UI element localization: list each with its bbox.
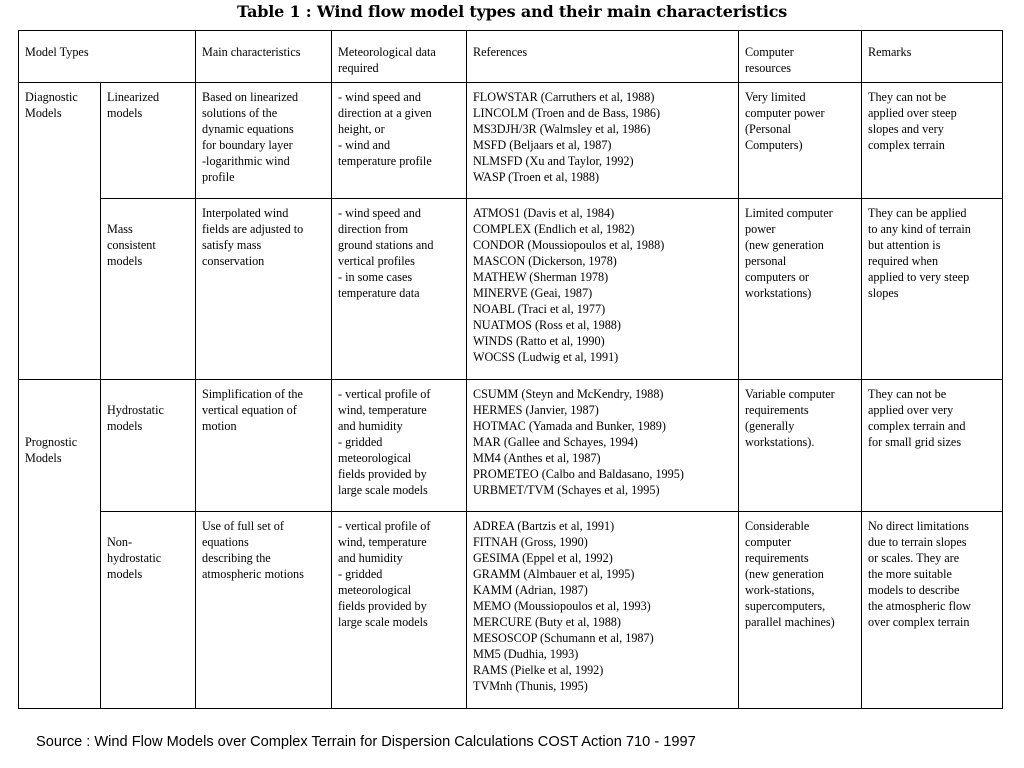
remarks-cell: No direct limitations due to terrain slopes or scales. They are the more suitable models to describe the atmospheric flow over complex terrain <box>862 512 1003 709</box>
references-cell: FLOWSTAR (Carruthers et al, 1988) LINCOLM (Troen and de Bass, 1986) MS3DJH/3R (Walmsley et al, 1986) MSFD (Beljaars et al, 1987) NLMSFD (Xu and Taylor, 1992) WASP (Troen et al, 1988) <box>467 83 739 199</box>
table-row <box>19 199 1003 380</box>
main-characteristics-cell: Use of full set of equations describing the atmospheric motions <box>196 512 332 709</box>
header-row <box>19 31 1003 83</box>
subtype-cell: Hydrostatic models <box>101 380 196 512</box>
source-citation: Source : Wind Flow Models over Complex Terrain for Dispersion Calculations COST Action 710 - 1997 <box>36 734 696 750</box>
header-computer-resources: Computer resources <box>739 31 862 83</box>
remarks-cell: They can not be applied over steep slopes and very complex terrain <box>862 83 1003 199</box>
table-row <box>19 380 1003 512</box>
references-cell: ADREA (Bartzis et al, 1991) FITNAH (Gross, 1990) GESIMA (Eppel et al, 1992) GRAMM (Almbauer et al, 1995) KAMM (Adrian, 1987) MEMO (Moussiopoulos et al, 1993) MERCURE (Buty et al, 1988) MESOSCOP (Schumann et al, 1987) MM5 (Dudhia, 1993) RAMS (Pielke et al, 1992) TVMnh (Thunis, 1995) <box>467 512 739 709</box>
header-model-types: Model Types <box>19 31 196 83</box>
subtype-cell: Linearized models <box>101 83 196 199</box>
computer-resources-cell: Limited computer power (new generation personal computers or workstations) <box>739 199 862 380</box>
remarks-cell: They can be applied to any kind of terrain but attention is required when applied to very steep slopes <box>862 199 1003 380</box>
main-characteristics-cell: Based on linearized solutions of the dynamic equations for boundary layer -logarithmic wind profile <box>196 83 332 199</box>
remarks-cell: They can not be applied over very complex terrain and for small grid sizes <box>862 380 1003 512</box>
meteorological-data-cell: - vertical profile of wind, temperature and humidity - gridded meteorological fields provided by large scale models <box>332 380 467 512</box>
subtype-cell: Mass consistent models <box>101 199 196 380</box>
table-row <box>19 512 1003 709</box>
computer-resources-cell: Variable computer requirements (generally workstations). <box>739 380 862 512</box>
header-meteorological-data: Meteorological data required <box>332 31 467 83</box>
references-cell: ATMOS1 (Davis et al, 1984) COMPLEX (Endlich et al, 1982) CONDOR (Moussiopoulos et al, 1988) MASCON (Dickerson, 1978) MATHEW (Sherman 1978) MINERVE (Geai, 1987) NOABL (Traci et al, 1977) NUATMOS (Ross et al, 1988) WINDS (Ratto et al, 1990) WOCSS (Ludwig et al, 1991) <box>467 199 739 380</box>
computer-resources-cell: Very limited computer power (Personal Computers) <box>739 83 862 199</box>
main-characteristics-cell: Interpolated wind fields are adjusted to satisfy mass conservation <box>196 199 332 380</box>
group-diagnostic-models: Diagnostic Models <box>19 83 101 380</box>
meteorological-data-cell: - wind speed and direction from ground stations and vertical profiles - in some cases temperature data <box>332 199 467 380</box>
header-remarks: Remarks <box>862 31 1003 83</box>
main-characteristics-cell: Simplification of the vertical equation of motion <box>196 380 332 512</box>
subtype-cell: Non- hydrostatic models <box>101 512 196 709</box>
meteorological-data-cell: - vertical profile of wind, temperature and humidity - gridded meteorological fields provided by large scale models <box>332 512 467 709</box>
table-title: Table 1 : Wind flow model types and their main characteristics <box>236 2 788 21</box>
references-cell: CSUMM (Steyn and McKendry, 1988) HERMES (Janvier, 1987) HOTMAC (Yamada and Bunker, 1989) MAR (Gallee and Schayes, 1994) MM4 (Anthes et al, 1987) PROMETEO (Calbo and Baldasano, 1995) URBMET/TVM (Schayes et al, 1995) <box>467 380 739 512</box>
header-main-characteristics: Main characteristics <box>196 31 332 83</box>
meteorological-data-cell: - wind speed and direction at a given height, or - wind and temperature profile <box>332 83 467 199</box>
group-prognostic-models: Prognostic Models <box>19 380 101 709</box>
wind-flow-models-table <box>18 30 1003 709</box>
header-references: References <box>467 31 739 83</box>
table-row <box>19 83 1003 199</box>
computer-resources-cell: Considerable computer requirements (new generation work-stations, supercomputers, parallel machines) <box>739 512 862 709</box>
